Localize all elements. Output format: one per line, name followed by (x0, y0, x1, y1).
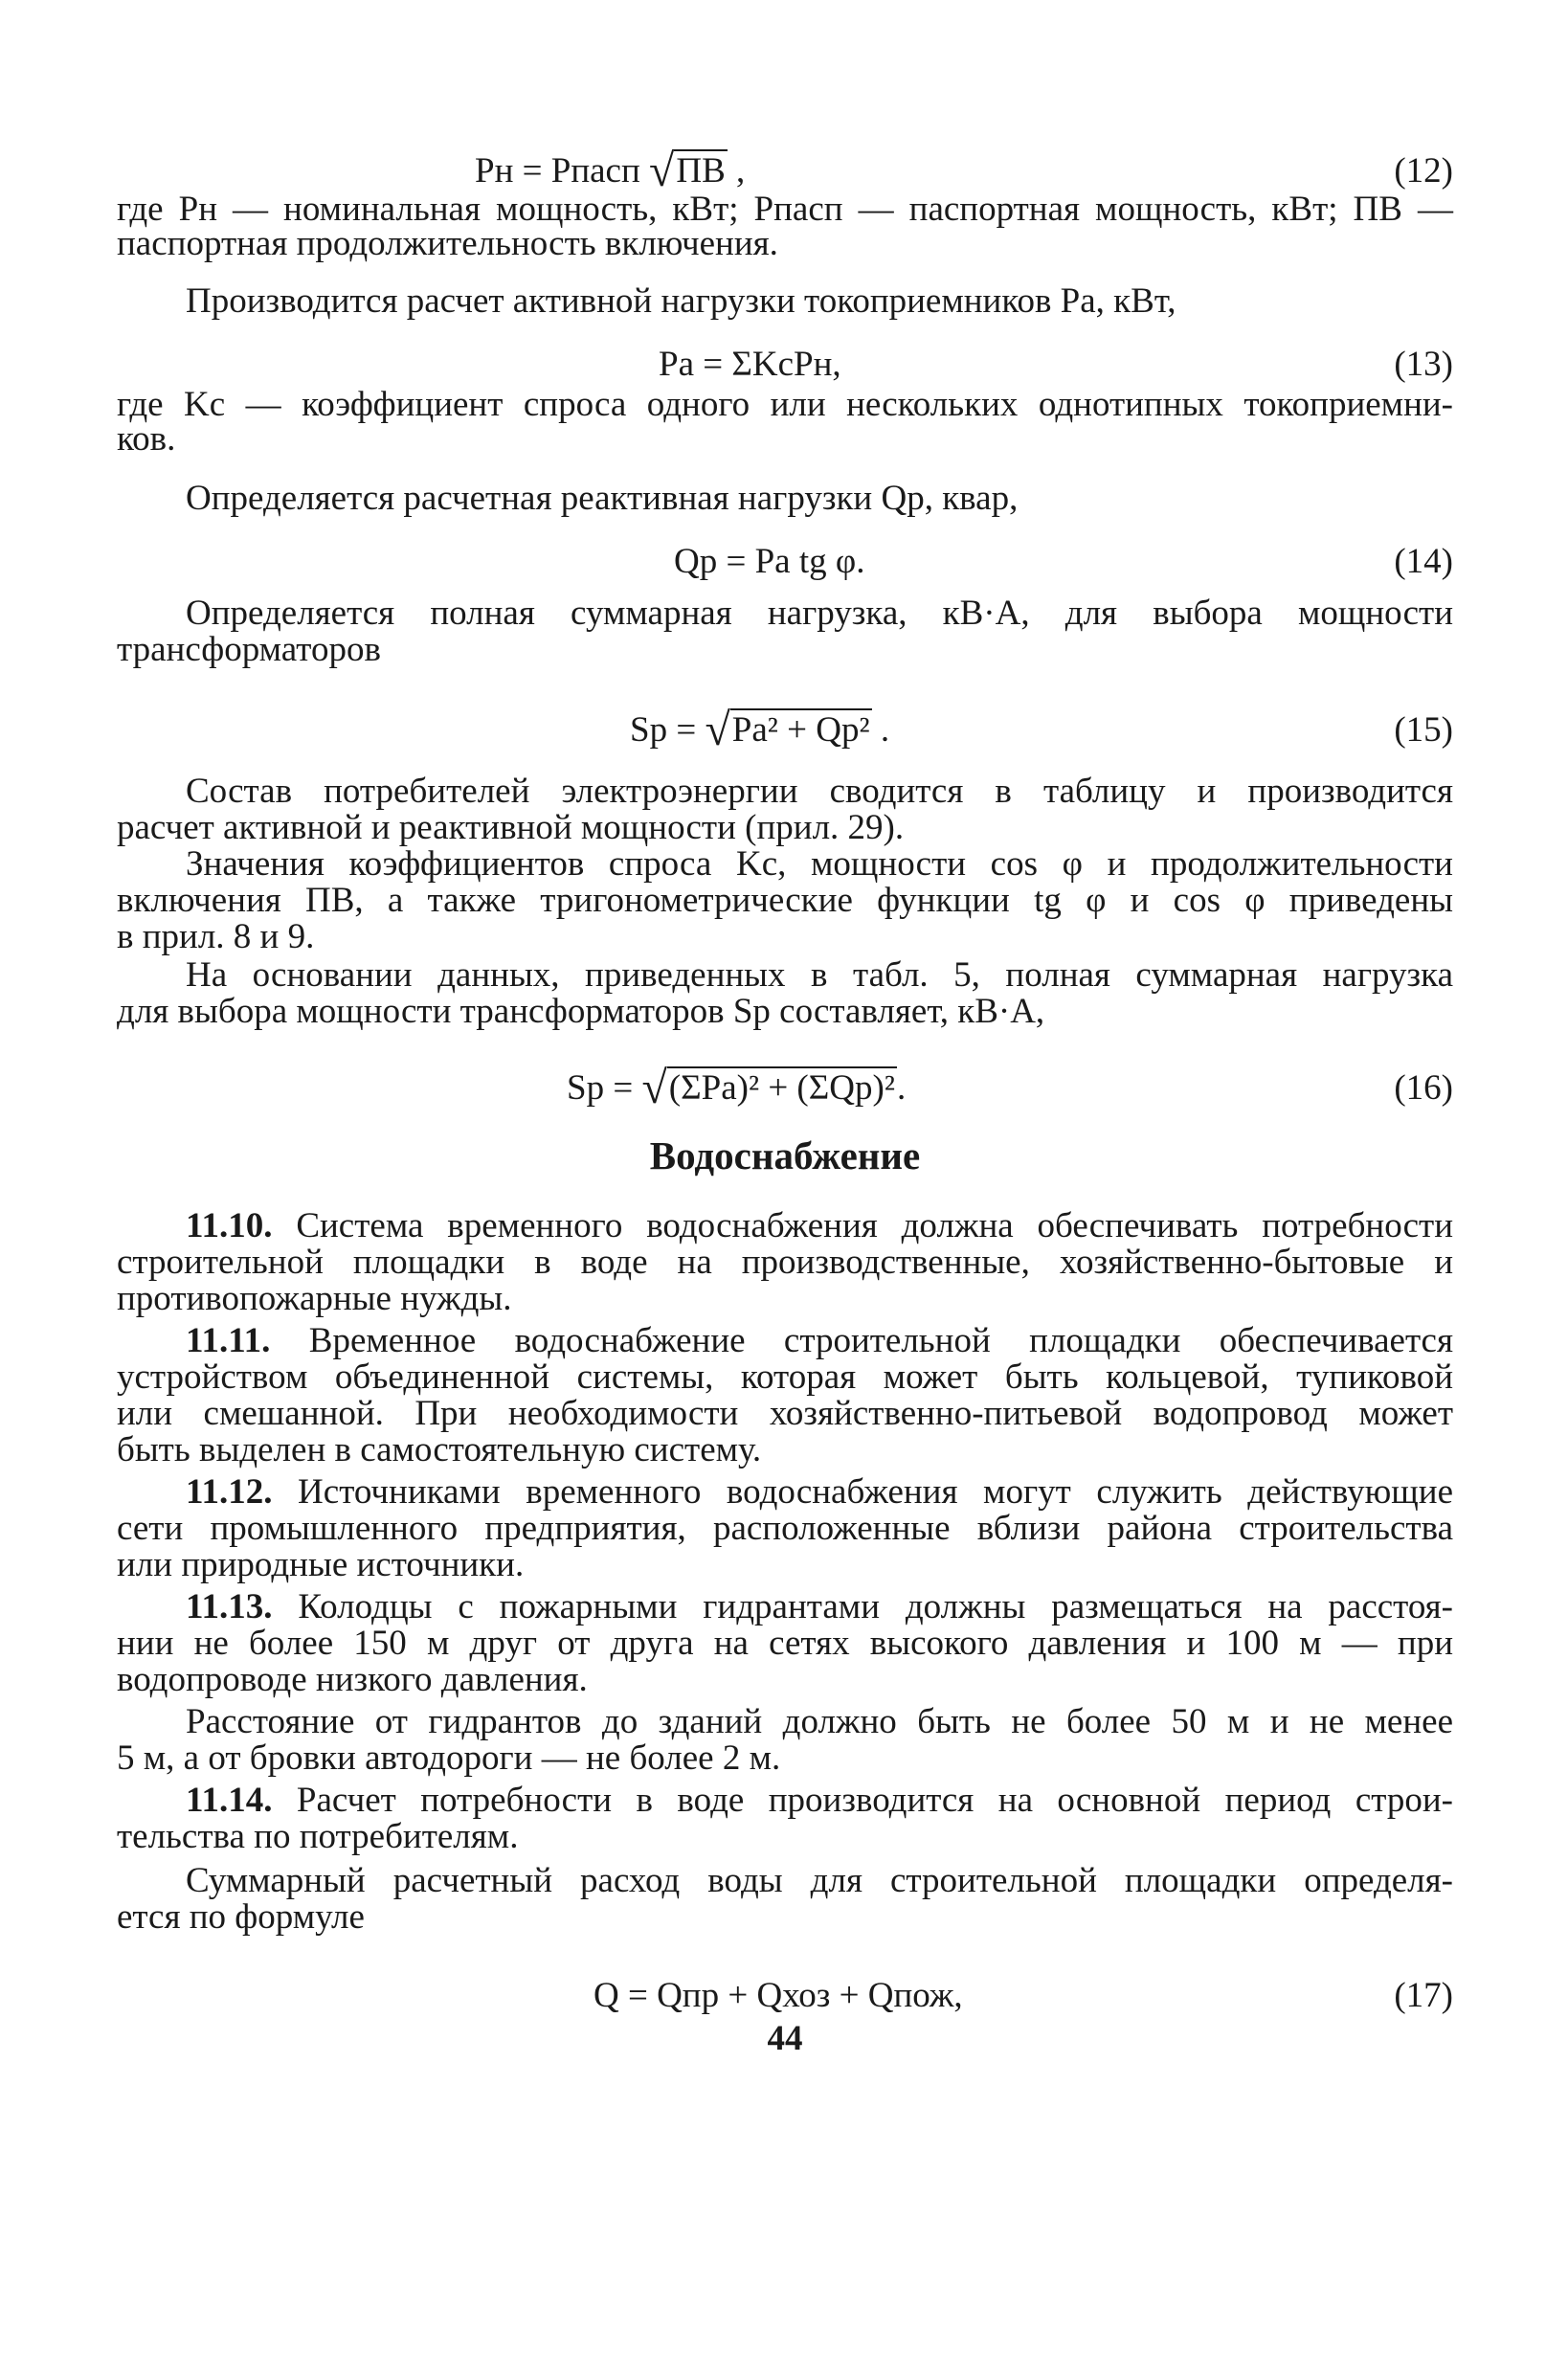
text-line: ется по формуле (117, 1897, 365, 1937)
equation-number-17: (17) (1394, 1976, 1453, 2015)
formula-17: Q = Qпр + Qхоз + Qпож, (594, 1976, 963, 2015)
text-line: быть выделен в самостоятельную систему. (117, 1430, 762, 1469)
sqrt-sign-icon: √ (649, 146, 675, 196)
formula-15-tail: . (871, 710, 890, 750)
text-line: трансформаторов (117, 630, 381, 669)
text-line: тельства по потребителям. (117, 1817, 519, 1856)
equation-number-13: (13) (1394, 345, 1453, 384)
text-line: противопожарные нужды. (117, 1279, 512, 1318)
text-line: включения ПВ, а также тригонометрические функции tg φ и cos φ приведены (117, 881, 1453, 920)
equation-number-12: (12) (1394, 151, 1453, 191)
formula-13: Pа = ΣKсPн, (659, 345, 841, 384)
text-line: Определяется полная суммарная нагрузка, кВ·А, для выбора мощности (186, 594, 1453, 633)
formula-16-radicand: (ΣPа)² + (ΣQр)² (668, 1068, 895, 1108)
formula-15 (630, 705, 890, 755)
text-line: в прил. 8 и 9. (117, 917, 315, 956)
clause-number: 11.10. (186, 1206, 273, 1245)
formula-14: Qр = Pа tg φ. (674, 542, 865, 581)
formula-15-lhs: Sр = (630, 710, 697, 750)
text-line: водопроводе низкого давления. (117, 1660, 588, 1699)
text-line: сети промышленного предприятия, расположенные вблизи района строительства (117, 1509, 1453, 1548)
clause-text: Источниками временного водоснабжения могут служить действующие (298, 1472, 1453, 1512)
text-line: Расстояние от гидрантов до зданий должно быть не более 50 м и не менее (186, 1702, 1453, 1741)
equation-number-15: (15) (1394, 710, 1453, 750)
text-line: расчет активной и реактивной мощности (прил. 29). (117, 808, 905, 847)
section-heading: Водоснабжение (649, 1133, 921, 1177)
clause-number: 11.13. (186, 1587, 273, 1626)
text-line: или природные источники. (117, 1545, 525, 1584)
text-line: Определяется расчетная реактивная нагрузки Qр, квар, (186, 479, 1019, 518)
text-line: Состав потребителей электроэнергии сводится в таблицу и производится (186, 772, 1453, 811)
formula-12-radicand: ПВ (676, 151, 726, 191)
clause-text: Колодцы с пожарными гидрантами должны размещаться на расстоя- (298, 1587, 1453, 1626)
text-line: где Pн — номинальная мощность, кВт; Pпасп — паспортная мощность, кВт; ПВ — (117, 190, 1453, 229)
clause-text: Временное водоснабжение строительной площадки обеспечивается (308, 1321, 1454, 1360)
text-line: строительной площадки в воде на производственные, хозяйственно-бытовые и (117, 1243, 1453, 1282)
text-line: устройством объединенной системы, которая может быть кольцевой, тупиковой (117, 1357, 1453, 1397)
clause-number: 11.12. (186, 1472, 273, 1512)
clause-number: 11.14. (186, 1781, 273, 1820)
text-line: На основании данных, приведенных в табл. 5, полная суммарная нагрузка (186, 955, 1453, 995)
text-line: для выбора мощности трансформаторов Sр составляет, кВ·А, (117, 992, 1045, 1031)
text-line: Суммарный расчетный расход воды для строительной площадки определя- (186, 1861, 1453, 1900)
formula-16 (567, 1063, 907, 1113)
text-line: Производится расчет активной нагрузки токоприемников Pа, кВт, (186, 281, 1176, 321)
formula-15-radicand: Pа² + Qр² (731, 710, 870, 750)
text-line: паспортная продолжительность включения. (117, 224, 778, 263)
formula-16-lhs: Sр = (567, 1068, 634, 1108)
page-number: 44 (767, 2019, 803, 2058)
text-line: ков. (117, 419, 176, 459)
clause-text: Система временного водоснабжения должна обеспечивать потребности (296, 1206, 1454, 1245)
equation-number-14: (14) (1394, 542, 1453, 581)
formula-12-lhs: Pн = Pпасп (475, 151, 640, 191)
equation-number-16: (16) (1394, 1068, 1453, 1108)
text-line: где Kс — коэффициент спроса одного или нескольких однотипных токоприемни- (117, 385, 1453, 424)
text-line: или смешанной. При необходимости хозяйственно-питьевой водопровод может (117, 1394, 1453, 1433)
formula-12-tail: , (727, 151, 746, 191)
text-line: 5 м, а от бровки автодороги — не более 2 м. (117, 1738, 781, 1778)
sqrt-sign-icon: √ (641, 1063, 667, 1113)
text-line: нии не более 150 м друг от друга на сетях высокого давления и 100 м — при (117, 1624, 1453, 1663)
clause-number: 11.11. (186, 1321, 271, 1360)
text-line: Значения коэффициентов спроса Kс, мощности cos φ и продолжительности (186, 844, 1453, 884)
sqrt-sign-icon: √ (705, 705, 730, 755)
formula-16-tail: . (896, 1068, 907, 1108)
clause-text: Расчет потребности в воде производится на основной период строи- (296, 1781, 1453, 1820)
